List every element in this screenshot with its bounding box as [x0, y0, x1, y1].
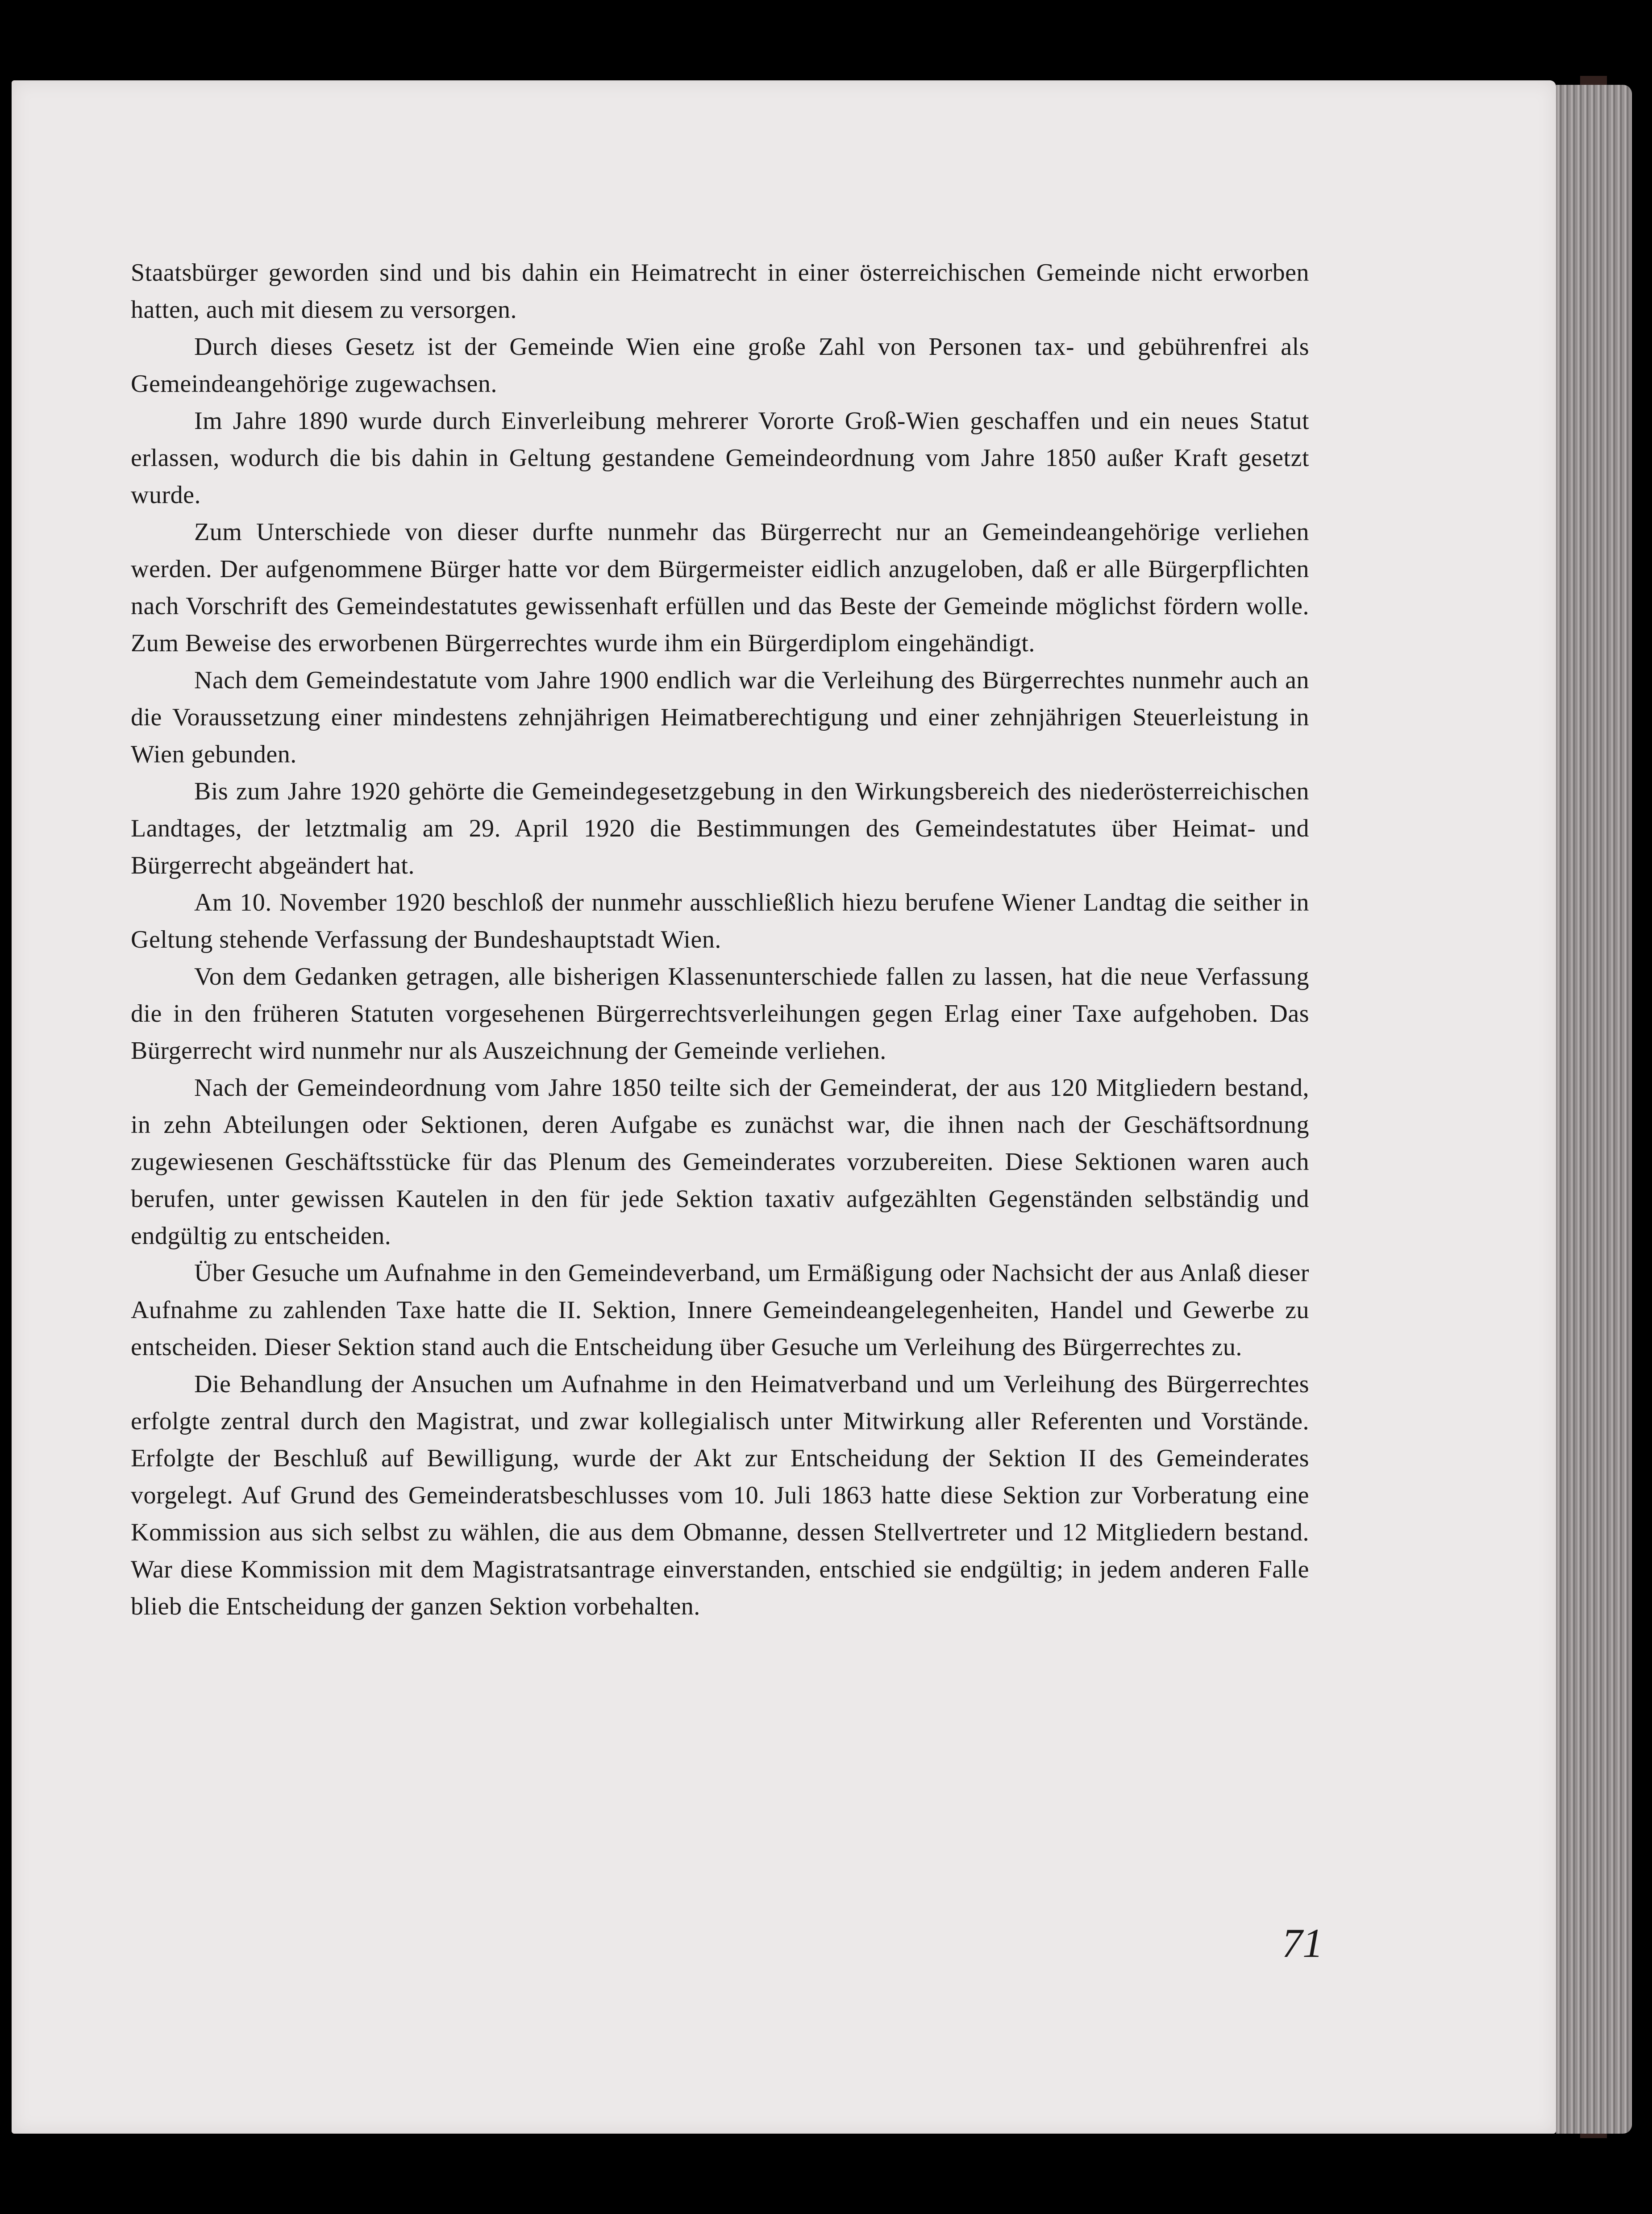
body-text [131, 254, 1309, 1625]
paragraph: Bis zum Jahre 1920 gehörte die Gemeindegesetzgebung in den Wirkungsbereich des niederösterreichischen Landtages, der letztmalig am 29. April 1920 die Bestimmungen des Gemeindestatutes über Heimat- und Bürgerrecht abgeändert hat. [131, 778, 1309, 879]
paragraph: Über Gesuche um Aufnahme in den Gemeindeverband, um Ermäßigung oder Nachsicht der aus Anlaß dieser Aufnahme zu zahlenden Taxe hatte die II. Sektion, Innere Gemeindeangelegenheiten, Handel und Gewerbe zu entscheiden. Dieser Sektion stand auch die Entscheidung über Gesuche um Verleihung des Bürgerrechtes zu. [131, 1259, 1309, 1361]
paragraph: Durch dieses Gesetz ist der Gemeinde Wien eine große Zahl von Personen tax- und gebührenfrei als Gemeindeangehörige zugewachsen. [131, 333, 1309, 398]
paragraph: Nach der Gemeindeordnung vom Jahre 1850 teilte sich der Gemeinderat, der aus 120 Mitgliedern bestand, in zehn Abteilungen oder Sektionen, deren Aufgabe es zunächst war, die ihnen nach der Geschäftsordnung zugewiesenen Geschäftsstücke für das Plenum des Gemeinderates vorzubereiten. Diese Sektionen waren auch berufen, unter gewissen Kautelen in den für jede Sektion taxativ aufgezählten Gegenständen selbständig und endgültig zu entscheiden. [131, 1074, 1309, 1250]
page-stack-edge [1556, 85, 1632, 2134]
paragraph: Am 10. November 1920 beschloß der nunmehr ausschließlich hiezu berufene Wiener Landtag die seither in Geltung stehende Verfassung der Bundeshauptstadt Wien. [131, 889, 1309, 953]
paragraph: Die Behandlung der Ansuchen um Aufnahme in den Heimatverband und um Verleihung des Bürgerrechtes erfolgte zentral durch den Magistrat, und zwar kollegialisch unter Mitwirkung aller Referenten und Vorstände. Erfolgte der Beschluß auf Bewilligung, wurde der Akt zur Entscheidung der Sektion II des Gemeinderates vorgelegt. Auf Grund des Gemeinderatsbeschlusses vom 10. Juli 1863 hatte diese Sektion zur Vorberatung eine Kommission aus sich selbst zu wählen, die aus dem Obmanne, dessen Stellvertreter und 12 Mitgliedern bestand. War diese Kommission mit dem Magistratsantrage einverstanden, entschied sie endgültig; in jedem anderen Falle blieb die Entscheidung der ganzen Sektion vorbehalten. [131, 1370, 1309, 1620]
paragraph: Nach dem Gemeindestatute vom Jahre 1900 endlich war die Verleihung des Bürgerrechtes nunmehr auch an die Voraussetzung einer mindestens zehnjährigen Heimatberechtigung und einer zehnjährigen Steuerleistung in Wien gebunden. [131, 666, 1309, 768]
paragraph: Staatsbürger geworden sind und bis dahin ein Heimatrecht in einer österreichischen Gemeinde nicht erworben hatten, auch mit diesem zu versorgen. [131, 259, 1309, 324]
paragraph: Im Jahre 1890 wurde durch Einverleibung mehrerer Vororte Groß-Wien geschaffen und ein neues Statut erlassen, wodurch die bis dahin in Geltung gestandene Gemeindeordnung vom Jahre 1850 außer Kraft gesetzt wurde. [131, 407, 1309, 509]
paragraph: Von dem Gedanken getragen, alle bisherigen Klassenunterschiede fallen zu lassen, hat die neue Verfassung die in den früheren Statuten vorgesehenen Bürgerrechtsverleihungen gegen Erlag einer Taxe aufgehoben. Das Bürgerrecht wird nunmehr nur als Auszeichnung der Gemeinde verliehen. [131, 963, 1309, 1065]
paragraph: Zum Unterschiede von dieser durfte nunmehr das Bürgerrecht nur an Gemeindeangehörige verliehen werden. Der aufgenommene Bürger hatte vor dem Bürgermeister eidlich anzugeloben, daß er alle Bürgerpflichten nach Vorschrift des Gemeindestatutes gewissenhaft erfüllen und das Beste der Gemeinde möglichst fördern wolle. Zum Beweise des erworbenen Bürgerrechtes wurde ihm ein Bürgerdiplom eingehändigt. [131, 518, 1309, 657]
page-number: 71 [1282, 1920, 1323, 1966]
